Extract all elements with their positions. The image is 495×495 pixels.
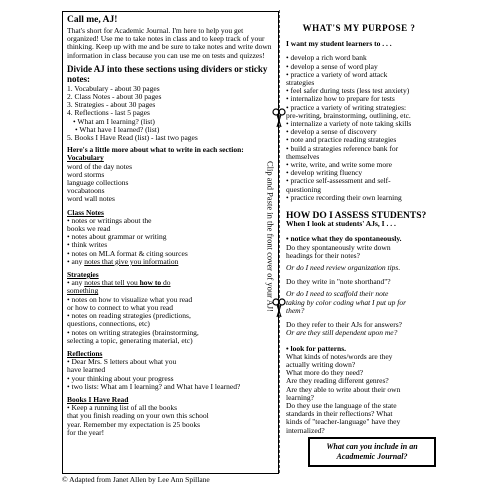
goal-item: • note and practice reading strategies [286, 135, 397, 145]
books-item: that you finish reading on your own this school [67, 411, 209, 421]
vocab-item: vocabatoons [67, 186, 105, 196]
intro-paragraph: That's short for Academic Journal. I'm here to help you get organized! Use me to take notes in class and to keep track of your thinking. Keep up with me and be sure to take notes and write down information in class because you can use me on tests and quizzes! [67, 26, 272, 60]
assess-question: Do they write in "note shorthand"? [286, 277, 391, 287]
strat-item: • notes on how to visualize what you read [67, 294, 193, 304]
vocab-title: Vocabulary [67, 153, 104, 163]
goal-item: • develop a sense of discovery [286, 127, 377, 137]
assess-question: headings for their notes? [286, 250, 360, 260]
section-item: 5. Books I Have Read (list) - last two pages [67, 133, 198, 143]
books-item: year. Remember my expectation is 25 books [67, 419, 201, 429]
pattern-question: actually writing down? [286, 359, 356, 369]
goals-list [286, 54, 432, 202]
section-subitem: • What am I learning? (list) [73, 116, 155, 126]
books-title: Books I Have Read [67, 394, 129, 404]
books-item: • Keep a running list of all the books [67, 403, 178, 413]
notes-item: • notes or writings about the [67, 215, 152, 225]
pattern-question: internalized? [286, 425, 325, 435]
purpose-title: WHAT'S MY PURPOSE ? [302, 23, 416, 33]
goal-item: • write, write, and write some more [286, 160, 392, 170]
cut-line [279, 10, 280, 473]
notes-item: books we read [67, 224, 111, 234]
goal-item: • develop a sense of word play [286, 61, 378, 71]
section-item: 3. Strategies - about 30 pages [67, 100, 156, 110]
patterns-heading: • look for patterns. [286, 343, 346, 353]
goal-item: • feel safer during tests (less test anxiety) [286, 86, 410, 96]
reflections-title: Reflections [67, 348, 103, 358]
assess-italic-note: Or do I need review organization tips. [286, 263, 401, 273]
sections-list [67, 85, 274, 142]
goal-item: questioning [286, 184, 321, 194]
strat-item: questions, connections, etc) [67, 319, 150, 329]
strat-item: selecting a topic, generating material, etc) [67, 335, 193, 345]
assess-title: HOW DO I ASSESS STUDENTS? [286, 211, 427, 222]
strat-underline-end: do [161, 278, 171, 288]
section-item: 1. Vocabulary - about 30 pages [67, 83, 160, 93]
class-notes-title: Class Notes [67, 207, 104, 217]
notes-item-prefix: • any [67, 256, 85, 266]
goal-item: • practice self-assessment and self- [286, 176, 391, 186]
assess-subheading: When I look at students' AJs, I . . . [286, 219, 396, 229]
vocab-item: language collections [67, 178, 129, 188]
section-item: 2. Class Notes - about 30 pages [67, 92, 162, 102]
journal-callout-box: What can you include in an Acadmemic Journal? [308, 437, 436, 467]
assess-italic-note: them? [286, 305, 305, 315]
assess-question: Do they spontaneously write down [286, 242, 391, 252]
notes-item-underline: notes that give you information [84, 256, 179, 266]
strat-underline-2: something [67, 286, 99, 296]
teacher-purpose-panel [282, 11, 432, 474]
greeting-heading: Call me, AJ! [67, 15, 118, 25]
notes-item: • think writes [67, 240, 108, 250]
books-item: for the year! [67, 427, 105, 437]
strat-prefix: • any [67, 278, 85, 288]
assess-italic-note: Or do I need to scaffold their note [286, 289, 389, 299]
notes-item: • notes about grammar or writing [67, 232, 167, 242]
strat-item: or how to connect to what you read [67, 302, 174, 312]
strategies-title: Strategies [67, 270, 99, 280]
goal-item: • internalize a variety of note taking skills [286, 119, 412, 129]
pattern-question: Are they able to write about their own [286, 384, 401, 394]
goal-item: pre-writing, brainstorming, outlining, etc. [286, 110, 411, 120]
spontaneous-heading: • notice what they do spontaneously. [286, 234, 402, 244]
goal-item: themselves [286, 151, 320, 161]
goal-item: strategies [286, 78, 315, 88]
refl-item: • your thinking about your progress [67, 373, 174, 383]
goal-item: • build a strategies reference bank for [286, 143, 399, 153]
strat-item: • notes on reading strategies (predictions, [67, 311, 191, 321]
notes-item [67, 258, 274, 266]
pattern-question: Are they reading different genres? [286, 376, 389, 386]
want-heading: I want my student learners to . . . [286, 39, 392, 49]
vocab-item: word wall notes [67, 194, 115, 204]
vocab-item: word of the day notes [67, 161, 132, 171]
copyright-footer: © Adapted from Janet Allen by Lee Ann Spillane [62, 475, 210, 484]
pattern-question: learning? [286, 392, 314, 402]
divide-heading: Divide AJ into these sections using dividers or sticky notes: [67, 63, 268, 84]
more-heading: Here's a little more about what to write in each section: [67, 145, 244, 155]
pattern-question: standards in their reflections? What [286, 409, 393, 419]
strat-underline: notes that tell you [84, 278, 140, 288]
goal-item: • practice a variety of writing strategies: [286, 102, 407, 112]
refl-item: • two lists: What am I learning? and What have I learned? [67, 381, 241, 391]
notes-item: • notes on MLA format & citing sources [67, 248, 188, 258]
goal-item: • practice a variety of word attack [286, 69, 388, 79]
assess-question: Do they refer to their AJs for answers? [286, 320, 403, 330]
pattern-question: kinds of "teacher-language" have they [286, 417, 401, 427]
goal-item: • develop a rich word bank [286, 53, 367, 63]
goal-item: • develop writing fluency [286, 168, 363, 178]
strat-bold-underline: how to [139, 278, 162, 288]
assess-italic-note: Or are they still dependent upon me? [286, 328, 398, 338]
refl-item: • Dear Mrs. S letters about what you [67, 357, 177, 367]
goal-item: • practice recording their own learning [286, 192, 402, 202]
student-instructions-panel [62, 11, 279, 474]
goal-item: • internalize how to prepare for tests [286, 94, 395, 104]
pattern-question: Do they use the language of the state [286, 400, 397, 410]
assess-italic-note: taking by color coding what I put up for [286, 297, 406, 307]
pattern-question: What kinds of notes/words are they [286, 351, 393, 361]
pattern-question: What more do they need? [286, 368, 364, 378]
strat-item: • notes on writing strategies (brainstorming, [67, 327, 199, 337]
vocab-item: word storms [67, 169, 105, 179]
section-item: 4. Reflections - last 5 pages [67, 108, 150, 118]
clip-paste-text: Clip and Paste in the front cover of your AJ! [265, 160, 276, 312]
section-subitem: • What have I learned? (list) [75, 124, 160, 134]
refl-item: have learned [67, 365, 106, 375]
